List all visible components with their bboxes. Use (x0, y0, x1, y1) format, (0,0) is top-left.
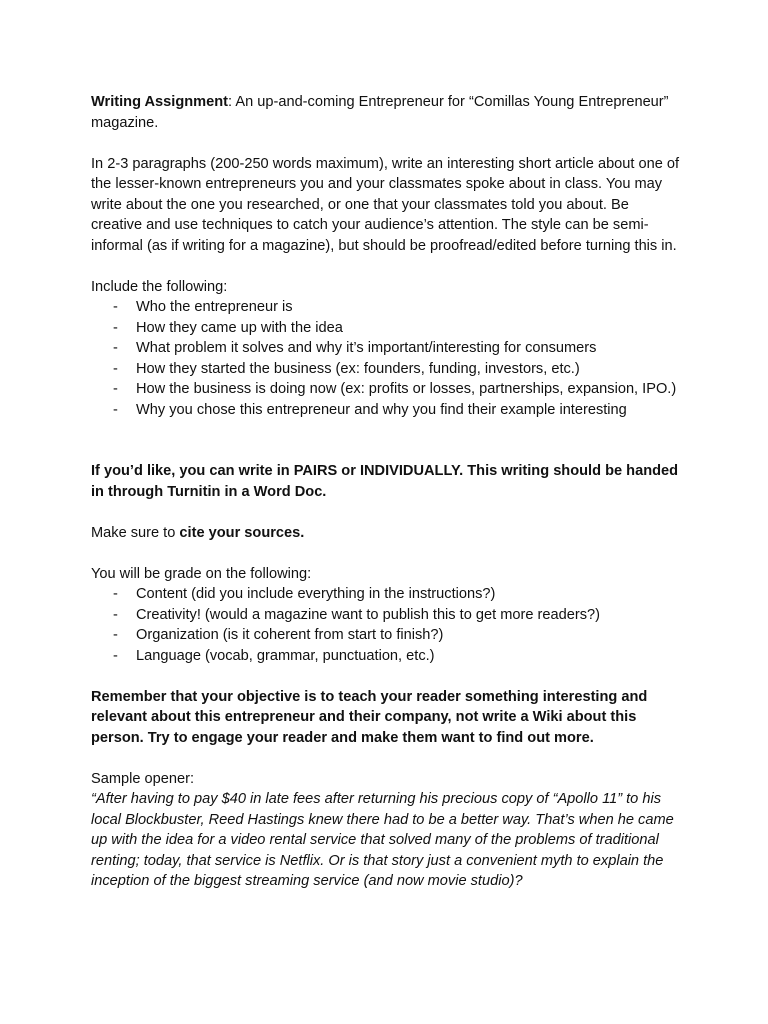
cite-line (91, 523, 681, 544)
sample-opener-text: “After having to pay $40 in late fees after returning his precious copy of “Apollo 11” to his local Blockbuster, Reed Hastings knew there had to be a better way. That’s when he came up with the idea for a video rental service that solved many of the problems of traditional renting; today, that service is Netflix. Or is that story just a convenient myth to explain the inception of the biggest streaming service (and now movie studio)? (91, 791, 674, 889)
grading-list (91, 584, 681, 666)
list-dash: - (113, 401, 118, 418)
sample-title: Sample opener: (91, 770, 195, 787)
list-dash: - (113, 299, 118, 315)
list-item: - What problem it solves and why it’s important/interesting for consumers (91, 338, 681, 359)
assignment-heading (91, 92, 681, 133)
list-dash: - (113, 627, 118, 643)
list-item: - Who the entrepreneur is (91, 297, 681, 318)
cite-prefix: Make sure to (91, 524, 180, 541)
reminder-paragraph: Remember that your objective is to teach your reader something interesting and relevant about this entrepreneur and their company, not write a Wiki about this person. Try to engage your reader and make them want to find out more. (91, 688, 648, 746)
assignment-heading-text: : An up-and-coming Entrepreneur for “Comillas Young Entrepreneur” magazine. (91, 94, 669, 131)
list-dash: - (113, 606, 118, 623)
list-item: - Content (did you include everything in the instructions?) (91, 584, 681, 605)
document-page (91, 92, 681, 892)
list-item: - Creativity! (would a magazine want to publish this to get more readers?) (91, 605, 681, 626)
list-dash: - (113, 647, 118, 664)
pairs-note: If you’d like, you can write in PAIRS or INDIVIDUALLY. This writing should be handed in through Turnitin in a Word Doc. (91, 463, 679, 500)
include-list (91, 297, 681, 420)
list-item: - How the business is doing now (ex: profits or losses, partnerships, expansion, IPO.) (91, 379, 681, 400)
list-dash: - (113, 360, 118, 377)
cite-bold: cite your sources. (179, 524, 305, 541)
list-dash: - (113, 381, 118, 397)
list-item: - How they came up with the idea (91, 318, 681, 339)
list-dash: - (113, 340, 118, 356)
intro-paragraph: In 2-3 paragraphs (200-250 words maximum), write an interesting short article about one of the lesser-known entrepreneurs you and your classmates spoke about in class. You may write about the one you researched, or one that your classmates told you about. Be creative and use techniques to catch your audience’s attention. The style can be semi-informal (as if writing for a magazine), but should be proofread/edited before turning this in. (91, 155, 680, 254)
list-item: - Language (vocab, grammar, punctuation, etc.) (91, 646, 681, 667)
assignment-heading-label: Writing Assignment (91, 94, 229, 110)
list-dash: - (113, 319, 118, 336)
list-item: - Organization (is it coherent from start to finish?) (91, 625, 681, 646)
list-dash: - (113, 586, 118, 602)
include-title: Include the following: (91, 278, 228, 295)
list-item: - Why you chose this entrepreneur and why you find their example interesting (91, 400, 681, 421)
list-item: - How they started the business (ex: founders, funding, investors, etc.) (91, 359, 681, 380)
grading-title: You will be grade on the following: (91, 565, 312, 582)
